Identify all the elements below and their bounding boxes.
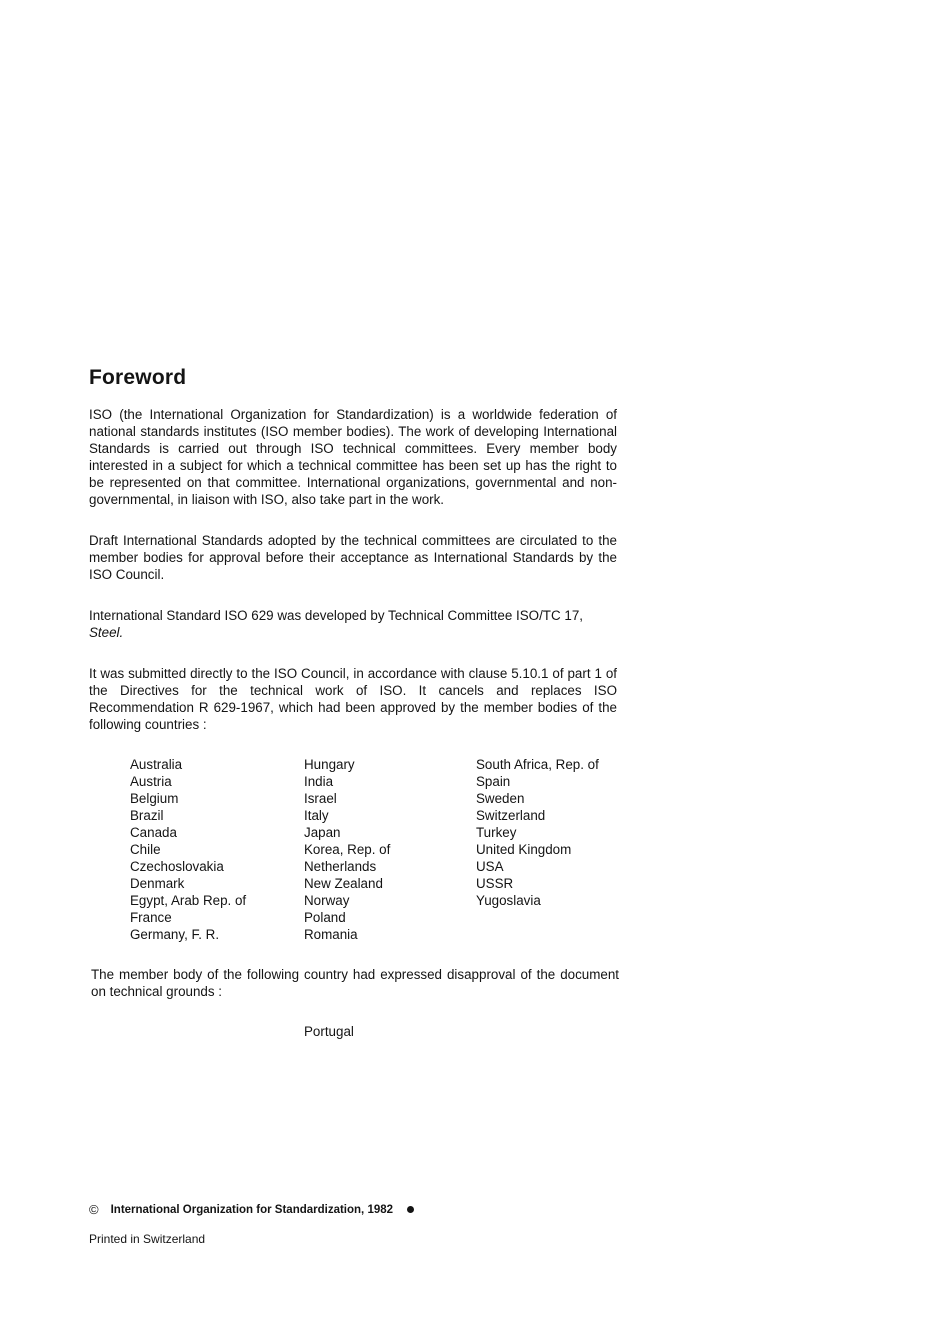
paragraph-draft-standards: Draft International Standards adopted by the technical committees are circulated to the member bodies for approval before their acceptance as International Standards by the ISO Council. (89, 533, 617, 582)
country-item: Switzerland (476, 808, 546, 823)
country-item: Australia (130, 757, 183, 772)
country-item: Poland (304, 910, 346, 925)
country-item: Italy (304, 808, 329, 823)
country-item: Hungary (304, 757, 355, 772)
country-item: United Kingdom (476, 842, 572, 857)
printed-in: Printed in Switzerland (89, 1232, 206, 1246)
country-column-1 (130, 756, 246, 943)
paragraph-submission: It was submitted directly to the ISO Council, in accordance with clause 5.10.1 of part 1 of the Directives for the technical work of ISO. It cancels and replaces ISO Recommendation R 629-1967, which had been approved by the member bodies of the following countries : (89, 666, 617, 732)
country-item: Korea, Rep. of (304, 842, 391, 857)
copyright-symbol: © (89, 1202, 99, 1217)
paragraph-iso-intro: ISO (the International Organization for Standardization) is a worldwide federation of national standards institutes (ISO member bodies). The work of developing International Standards is carried out through ISO technical committees. Every member body interested in a subject for which a technical committee has been set up has the right to be represented on that committee. International organizations, governmental and non-governmental, in liaison with ISO, also take part in the work. (89, 407, 617, 507)
country-item: Czechoslovakia (130, 859, 224, 874)
country-item: Norway (304, 893, 350, 908)
country-column-2 (304, 756, 390, 943)
page-title: Foreword (89, 366, 187, 389)
country-item: Yugoslavia (476, 893, 541, 908)
country-item: Brazil (130, 808, 164, 823)
disapproving-country: Portugal (304, 1024, 354, 1039)
country-item: USSR (476, 876, 514, 891)
country-item: Belgium (130, 791, 179, 806)
paragraph-committee (89, 607, 617, 641)
country-item: Denmark (130, 876, 185, 891)
copyright-text: International Organization for Standardization, 1982 (110, 1203, 394, 1216)
committee-text: International Standard ISO 629 was developed by Technical Committee ISO/TC 17, (89, 608, 583, 623)
committee-name: Steel. (89, 625, 124, 640)
country-column-3 (476, 756, 599, 909)
copyright-line (89, 1202, 414, 1217)
country-item: Germany, F. R. (130, 927, 220, 942)
country-item: New Zealand (304, 876, 383, 891)
country-item: Austria (130, 774, 172, 789)
country-item: Turkey (476, 825, 517, 840)
country-item: Canada (130, 825, 177, 840)
country-item: South Africa, Rep. of (476, 757, 599, 772)
country-item: Japan (304, 825, 341, 840)
bullet-dot-icon (407, 1206, 414, 1213)
paragraph-disapproval: The member body of the following country had expressed disapproval of the document on technical grounds : (91, 967, 619, 999)
country-item: Chile (130, 842, 161, 857)
country-item: Sweden (476, 791, 525, 806)
country-item: Spain (476, 774, 511, 789)
country-item: USA (476, 859, 504, 874)
country-item: Romania (304, 927, 358, 942)
country-item: Israel (304, 791, 337, 806)
country-item: Egypt, Arab Rep. of (130, 893, 247, 908)
country-item: Netherlands (304, 859, 377, 874)
country-item: France (130, 910, 172, 925)
country-item: India (304, 774, 334, 789)
